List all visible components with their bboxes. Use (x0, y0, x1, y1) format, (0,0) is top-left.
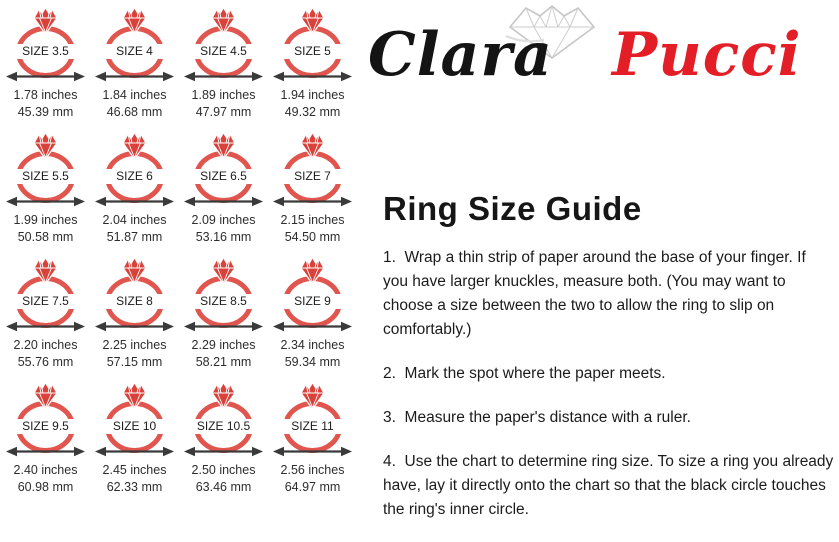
ring-circumference-mm: 59.34 mm (284, 355, 341, 369)
ring-circumference-inches: 2.50 inches (191, 463, 256, 477)
ring-size-cell (90, 132, 179, 257)
ring-size-cell (268, 132, 357, 257)
ring-size-label: SIZE 10.5 (192, 419, 256, 434)
ring-circumference-mm: 54.50 mm (284, 230, 341, 244)
ring-size-cell (179, 7, 268, 132)
ring-circumference-mm: 46.68 mm (106, 105, 163, 119)
ring-circumference-inches: 1.78 inches (13, 88, 78, 102)
ring-circumference-inches: 2.29 inches (191, 338, 256, 352)
ring-size-cell (268, 257, 357, 382)
ring-circumference-inches: 2.04 inches (102, 213, 167, 227)
guide-step: 2. Mark the spot where the paper meets. (383, 365, 666, 382)
ring-size-label: SIZE 9.5 (14, 419, 78, 434)
ring-circumference-inches: 1.99 inches (13, 213, 78, 227)
ring-circumference-inches: 2.25 inches (102, 338, 167, 352)
ring-size-cell (179, 382, 268, 507)
ring-size-label: SIZE 6.5 (192, 169, 256, 184)
ring-size-label: SIZE 8.5 (192, 294, 256, 309)
ring-size-label: SIZE 5 (281, 44, 345, 59)
ring-circumference-inches: 2.56 inches (280, 463, 345, 477)
guide-step: 3. Measure the paper's distance with a ruler. (383, 409, 691, 426)
ring-size-cell (1, 132, 90, 257)
ring-size-label: SIZE 3.5 (14, 44, 78, 59)
ring-circumference-mm: 57.15 mm (106, 355, 163, 369)
ring-circumference-inches: 2.45 inches (102, 463, 167, 477)
ring-size-cell (268, 382, 357, 507)
ring-circumference-inches: 2.09 inches (191, 213, 256, 227)
ring-size-cell (1, 7, 90, 132)
ring-circumference-inches: 1.89 inches (191, 88, 256, 102)
ring-size-label: SIZE 5.5 (14, 169, 78, 184)
ring-size-label: SIZE 7.5 (14, 294, 78, 309)
ring-circumference-inches: 2.40 inches (13, 463, 78, 477)
ring-size-label: SIZE 10 (103, 419, 167, 434)
ring-size-cell (90, 382, 179, 507)
ring-circumference-mm: 45.39 mm (17, 105, 74, 119)
guide-title: Ring Size Guide (383, 190, 642, 227)
ring-size-cell (90, 7, 179, 132)
ring-circumference-mm: 47.97 mm (195, 105, 252, 119)
ring-circumference-mm: 49.32 mm (284, 105, 341, 119)
ring-size-label: SIZE 4 (103, 44, 167, 59)
ring-size-cell (1, 257, 90, 382)
guide-steps (383, 246, 838, 542)
ring-circumference-mm: 60.98 mm (17, 480, 74, 494)
ring-circumference-mm: 53.16 mm (195, 230, 252, 244)
ring-circumference-mm: 62.33 mm (106, 480, 163, 494)
ring-grid (1, 7, 357, 507)
ring-size-cell (268, 7, 357, 132)
ring-size-label: SIZE 8 (103, 294, 167, 309)
ring-circumference-inches: 2.20 inches (13, 338, 78, 352)
ring-circumference-inches: 2.15 inches (280, 213, 345, 227)
ring-circumference-inches: 2.34 inches (280, 338, 345, 352)
brand-logo (366, 2, 836, 120)
guide-step: 1. Wrap a thin strip of paper around the base of your finger. If you have larger knuckles, measure both. (You may want to choose a size between the two to allow the ring to slip on comfortably.) (383, 249, 811, 338)
ring-size-cell (179, 257, 268, 382)
ring-size-label: SIZE 6 (103, 169, 167, 184)
ring-circumference-mm: 51.87 mm (106, 230, 163, 244)
ring-size-cell (90, 257, 179, 382)
brand-name-clara: Clara (368, 20, 553, 90)
ring-circumference-mm: 50.58 mm (17, 230, 74, 244)
ring-circumference-mm: 64.97 mm (284, 480, 341, 494)
ring-circumference-inches: 1.84 inches (102, 88, 167, 102)
ring-size-label: SIZE 11 (281, 419, 345, 434)
guide-step: 4. Use the chart to determine ring size. To size a ring you already have, lay it directly onto the chart so that the black circle touches the ring's inner circle. (383, 453, 838, 518)
ring-circumference-mm: 58.21 mm (195, 355, 252, 369)
ring-size-label: SIZE 7 (281, 169, 345, 184)
ring-size-cell (179, 132, 268, 257)
ring-circumference-inches: 1.94 inches (280, 88, 345, 102)
ring-circumference-mm: 63.46 mm (195, 480, 252, 494)
ring-circumference-mm: 55.76 mm (17, 355, 74, 369)
ring-size-cell (1, 382, 90, 507)
ring-size-label: SIZE 4.5 (192, 44, 256, 59)
ring-size-label: SIZE 9 (281, 294, 345, 309)
brand-name-pucci: Pucci (612, 20, 802, 90)
